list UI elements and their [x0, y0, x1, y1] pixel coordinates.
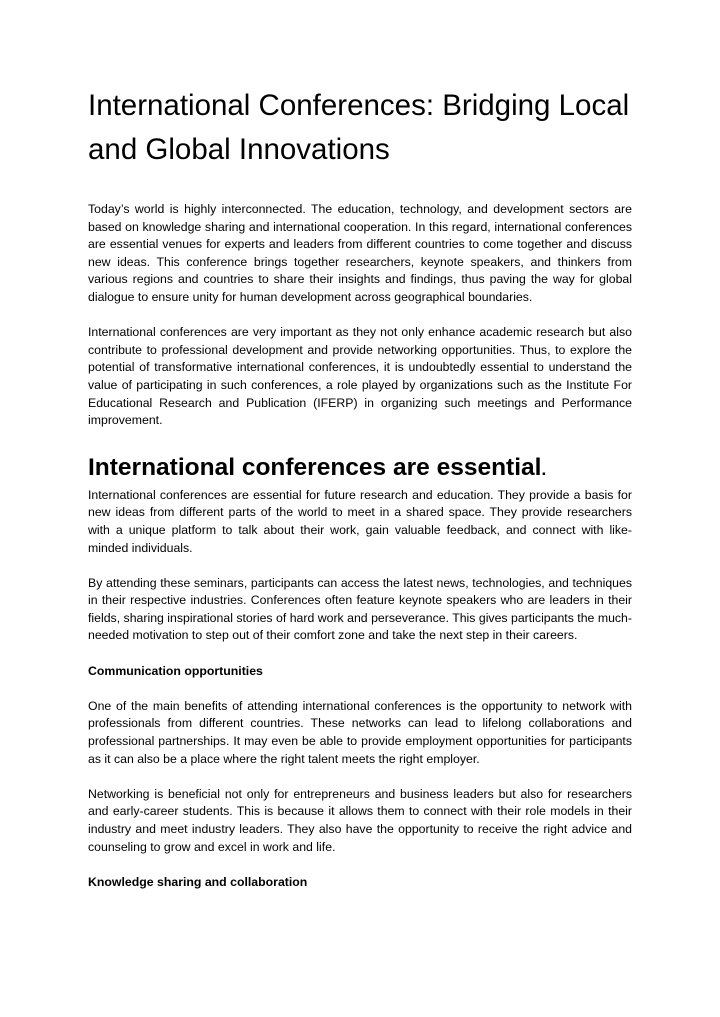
page-title: International Conferences: Bridging Local and Global Innovations	[88, 89, 630, 166]
essential-paragraph-2: By attending these seminars, participants can access the latest news, technologies, and techniques in their respective industries. Conferences often feature keynote speakers who are leaders in their fields, sharing inspirational stories of hard work and perseverance. This gives participants the much-needed motivation to step out of their comfort zone and take the next step in their careers.	[88, 575, 632, 643]
communication-paragraph-1: One of the main benefits of attending international conferences is the opportunity to network with professionals from different countries. These networks can lead to lifelong collaborations and professional partnerships. It may even be able to provide employment opportunities for participants as it can also be a place where the right talent meets the right employer.	[88, 698, 632, 766]
subheading-knowledge-sharing: Knowledge sharing and collaboration	[88, 874, 308, 889]
essential-paragraph-1: International conferences are essential for future research and education. They provide a basis for new ideas from different parts of the world to meet in a shared space. They provide researchers with a unique platform to talk about their work, gain valuable feedback, and connect with like-minded individuals.	[88, 487, 632, 555]
communication-paragraph-2: Networking is beneficial not only for entrepreneurs and business leaders but also for researchers and early-career students. This is because it allows them to connect with their role models in their industry and meet industry leaders. They also have the opportunity to receive the right advice and counseling to grow and excel in work and life.	[88, 786, 632, 854]
section-heading-text: International conferences are essential	[88, 453, 542, 481]
section-heading-essential	[88, 453, 632, 485]
intro-paragraph-2: International conferences are very important as they not only enhance academic research but also contribute to professional development and provide networking opportunities. Thus, to explore the potential of transformative international conferences, it is undoubtedly essential to understand the value of participating in such conferences, a role played by organizations such as the Institute For Educational Research and Publication (IFERP) in organizing such meetings and Performance improvement.	[88, 325, 632, 428]
document-page	[88, 84, 632, 891]
intro-paragraph-1: Today’s world is highly interconnected. The education, technology, and development sectors are based on knowledge sharing and international cooperation. In this regard, international conferences are essential venues for experts and leaders from different countries to come together and discuss new ideas. This conference brings together researchers, keynote speakers, and thinkers from various regions and countries to share their insights and findings, thus paving the way for global dialogue to ensure unity for human development across geographical boundaries.	[88, 202, 632, 304]
subheading-communication: Communication opportunities	[88, 663, 263, 678]
section-heading-period: .	[541, 459, 547, 479]
